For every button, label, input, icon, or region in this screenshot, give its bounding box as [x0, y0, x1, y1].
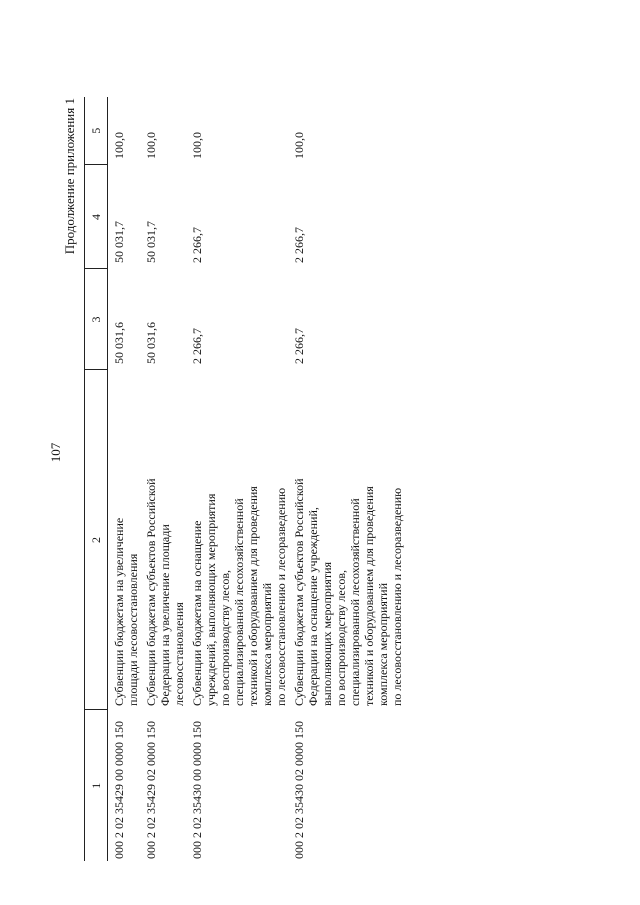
column-number-1: 1 — [85, 710, 108, 861]
execution-percent: 100,0 — [144, 132, 158, 159]
revenue-name-line: по воспроизводству лесов, — [218, 570, 232, 706]
revenue-name-line: площади лесовосстановления — [126, 553, 140, 706]
appendix-table — [84, 97, 404, 861]
revenue-name-line: Федерации на оснащение учреждений, — [306, 507, 320, 706]
execution-percent: 100,0 — [190, 132, 204, 159]
budget-code: 000 2 02 35429 02 0000 150 — [144, 721, 158, 859]
revenue-name-line: выполняющих мероприятия — [320, 561, 334, 706]
revenue-name-line: техникой и оборудованием для проведения — [362, 486, 376, 706]
revenue-name-line: лесовосстановления — [172, 602, 186, 706]
budget-code: 000 2 02 35430 00 0000 150 — [190, 721, 204, 859]
column-number-2: 2 — [85, 370, 108, 710]
revenue-name-line: учреждений, выполняющих мероприятия — [204, 493, 218, 706]
column-number-3: 3 — [85, 269, 108, 370]
page-number: 107 — [48, 442, 63, 463]
column-number-4: 4 — [85, 165, 108, 269]
budget-code: 000 2 02 35429 00 0000 150 — [112, 721, 126, 859]
table-row — [140, 97, 186, 861]
revenue-name — [140, 370, 186, 710]
revenue-name-line: по лесовосстановлению и лесоразведению — [390, 487, 404, 706]
approved-amount: 50 031,6 — [112, 322, 126, 364]
revenue-name-line: техникой и оборудованием для проведения — [246, 486, 260, 706]
executed-amount: 2 266,7 — [292, 227, 306, 263]
column-number-row — [85, 97, 108, 861]
revenue-name-line: комплекса мероприятий — [376, 582, 390, 706]
column-number-5: 5 — [85, 97, 108, 165]
revenue-name-line: Субвенции бюджетам субъектов Российской — [292, 478, 306, 706]
revenue-name-line: комплекса мероприятий — [260, 582, 274, 706]
revenue-name-line: Субвенции бюджетам на оснащение — [190, 520, 204, 706]
revenue-name-line: Субвенции бюджетам субъектов Российской — [144, 478, 158, 706]
revenue-name-line: Федерации на увеличение площади — [158, 524, 172, 706]
approved-amount: 50 031,6 — [144, 322, 158, 364]
revenue-name-line: по лесовосстановлению и лесоразведению — [274, 487, 288, 706]
continuation-title: Продолжение приложения 1 — [62, 98, 77, 255]
revenue-name — [288, 370, 404, 710]
revenue-name-line: Субвенции бюджетам на увеличение — [112, 517, 126, 706]
executed-amount: 2 266,7 — [190, 227, 204, 263]
executed-amount: 50 031,7 — [144, 221, 158, 263]
approved-amount: 2 266,7 — [292, 328, 306, 364]
revenue-name-line: специализированной лесохозяйственной — [232, 498, 246, 706]
revenue-name-line: специализированной лесохозяйственной — [348, 498, 362, 706]
execution-percent: 100,0 — [292, 132, 306, 159]
execution-percent: 100,0 — [112, 132, 126, 159]
table-row — [108, 97, 141, 861]
approved-amount: 2 266,7 — [190, 328, 204, 364]
executed-amount: 50 031,7 — [112, 221, 126, 263]
table-row — [288, 97, 404, 861]
revenue-name — [108, 370, 141, 710]
budget-code: 000 2 02 35430 02 0000 150 — [292, 721, 306, 859]
table-row — [186, 97, 288, 861]
revenue-name — [186, 370, 288, 710]
revenue-name-line: по воспроизводству лесов, — [334, 570, 348, 706]
